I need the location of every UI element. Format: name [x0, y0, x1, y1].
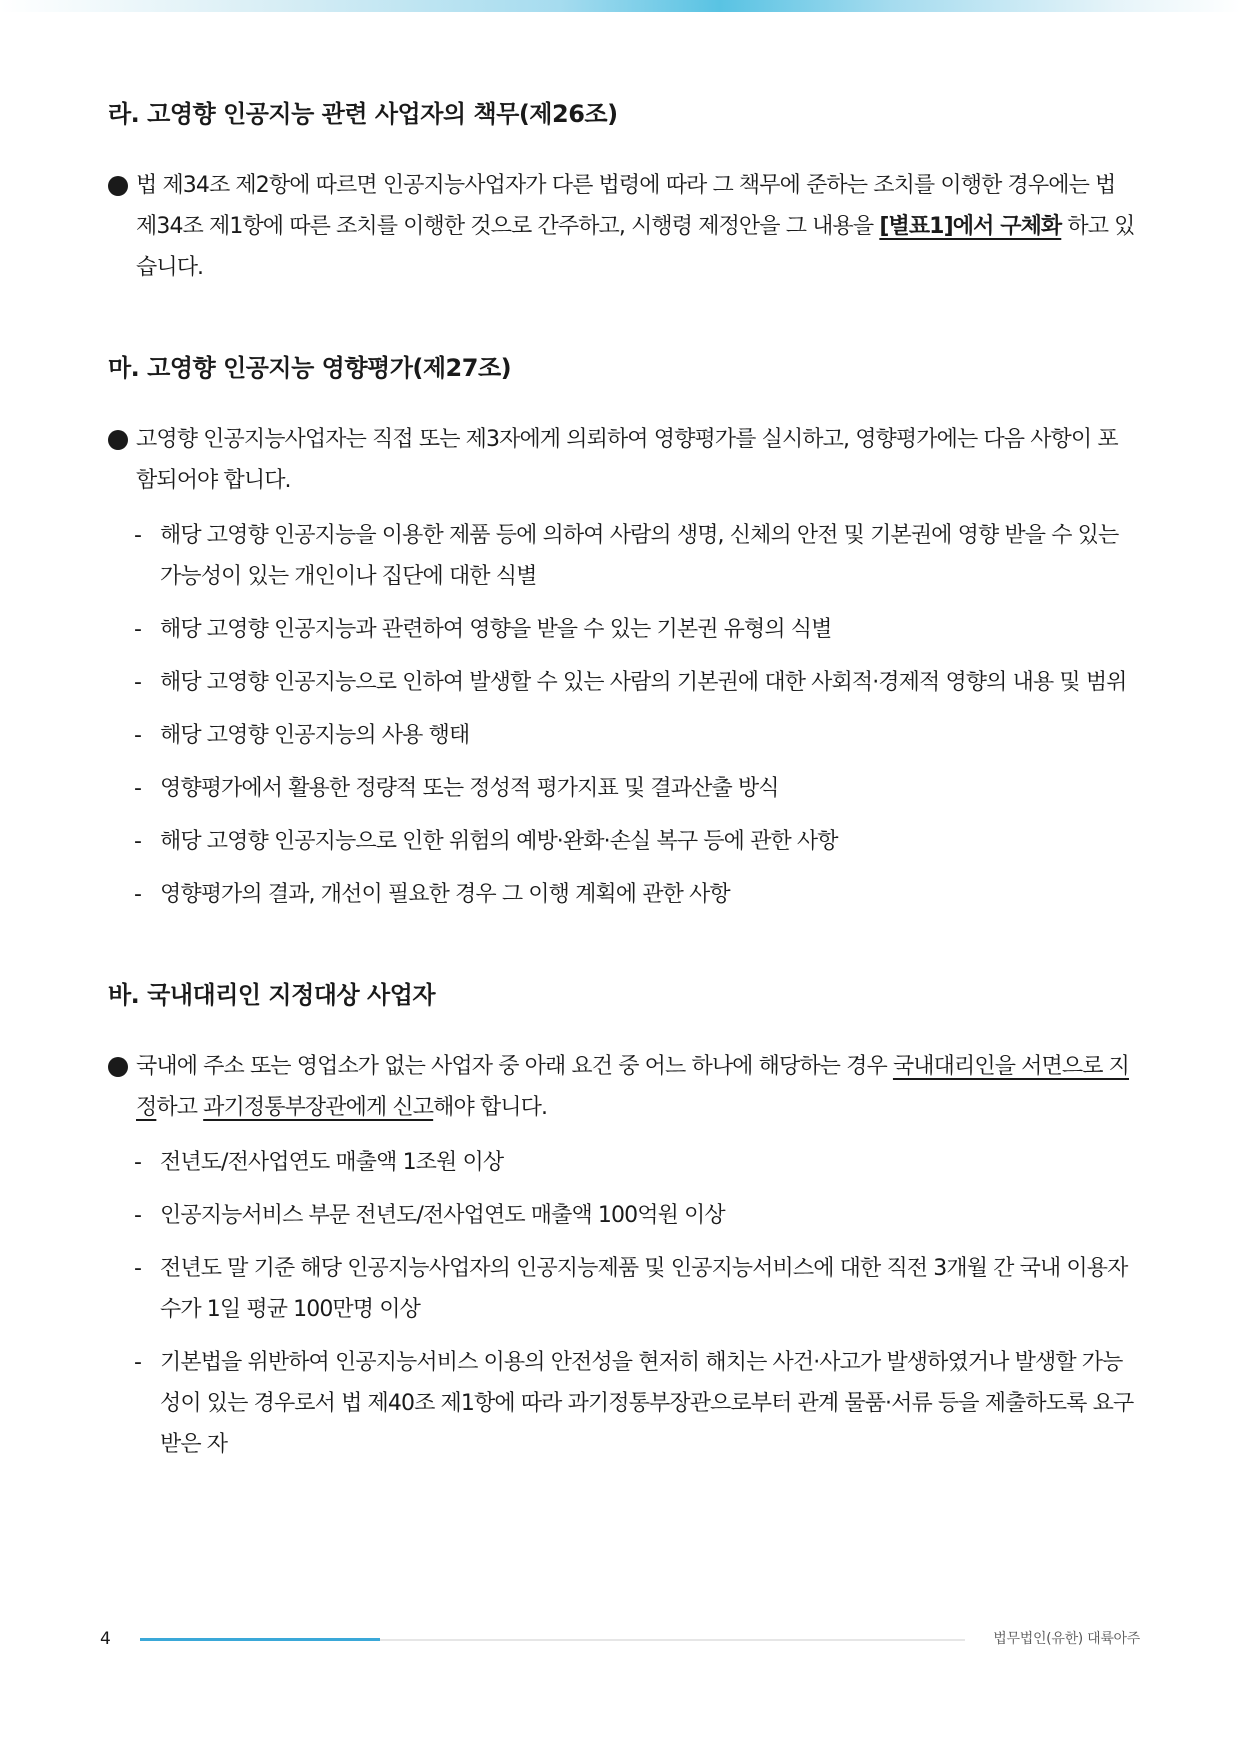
- section-ma: [108, 350, 1138, 915]
- bullet-text: 하고: [156, 1095, 204, 1120]
- bullet-text: 해야 합니다.: [433, 1095, 548, 1120]
- list-item-text: 전년도 말 기준 해당 인공지능사업자의 인공지능제품 및 인공지능서비스에 대한 직전 3개월 간 국내 이용자 수가 1일 평균 100만명 이상: [160, 1256, 1128, 1322]
- dash-icon: -: [134, 1150, 142, 1175]
- list-item: [108, 821, 1138, 862]
- bullet-paragraph: [108, 419, 1138, 501]
- list-item: [108, 874, 1138, 915]
- top-gradient-bar: [0, 0, 1241, 12]
- list-item: [108, 662, 1138, 703]
- list-item-text: 해당 고영향 인공지능과 관련하여 영향을 받을 수 있는 기본권 유형의 식별: [160, 617, 832, 642]
- document-body: [108, 96, 1138, 1527]
- list-item: [108, 1142, 1138, 1183]
- section-ra: [108, 96, 1138, 288]
- emphasis-text: [별표1]에서 구체화: [879, 214, 1062, 239]
- dash-icon: -: [134, 523, 142, 548]
- list-item: [108, 609, 1138, 650]
- section-ba: [108, 977, 1138, 1465]
- list-item: [108, 768, 1138, 809]
- list-item-text: 전년도/전사업연도 매출액 1조원 이상: [160, 1150, 504, 1175]
- bullet-text: 하고 있습니다.: [136, 214, 1135, 280]
- list-item: [108, 1342, 1138, 1465]
- dash-icon: -: [134, 882, 142, 907]
- dash-icon: -: [134, 670, 142, 695]
- firm-name: 법무법인(유한) 대륙아주: [993, 1631, 1140, 1647]
- sub-item-list: [108, 515, 1138, 915]
- page-number: 4: [100, 1629, 111, 1649]
- list-item-text: 해당 고영향 인공지능의 사용 행태: [160, 723, 470, 748]
- list-item-text: 영향평가에서 활용한 정량적 또는 정성적 평가지표 및 결과산출 방식: [160, 776, 779, 801]
- list-item-text: 해당 고영향 인공지능으로 인한 위험의 예방·완화·손실 복구 등에 관한 사항: [160, 829, 838, 854]
- section-heading: 라. 고영향 인공지능 관련 사업자의 책무(제26조): [108, 100, 618, 128]
- dash-icon: -: [134, 1350, 142, 1375]
- section-heading: 마. 고영향 인공지능 영향평가(제27조): [108, 354, 512, 382]
- bullet-dot-icon: [108, 1057, 128, 1077]
- footer-accent-rule: [140, 1638, 380, 1641]
- bullet-dot-icon: [108, 430, 128, 450]
- list-item-text: 인공지능서비스 부문 전년도/전사업연도 매출액 100억원 이상: [160, 1203, 725, 1228]
- dash-icon: -: [134, 723, 142, 748]
- bullet-text: 국내에 주소 또는 영업소가 없는 사업자 중 아래 요건 중 어느 하나에 해당하는 경우: [136, 1054, 893, 1079]
- list-item: [108, 1248, 1138, 1330]
- page-footer: [100, 1624, 1140, 1654]
- list-item-text: 해당 고영향 인공지능으로 인하여 발생할 수 있는 사람의 기본권에 대한 사회적·경제적 영향의 내용 및 범위: [160, 670, 1127, 695]
- underlined-text: 국내대리인을 서면으로 지정: [136, 1054, 1129, 1120]
- dash-icon: -: [134, 776, 142, 801]
- underlined-text: 과기정통부장관에게 신고: [203, 1095, 434, 1120]
- bullet-dot-icon: [108, 176, 128, 196]
- bullet-text: 고영향 인공지능사업자는 직접 또는 제3자에게 의뢰하여 영향평가를 실시하고, 영향평가에는 다음 사항이 포함되어야 합니다.: [136, 427, 1118, 493]
- dash-icon: -: [134, 829, 142, 854]
- list-item: [108, 1195, 1138, 1236]
- list-item: [108, 715, 1138, 756]
- sub-item-list: [108, 1142, 1138, 1465]
- list-item-text: 해당 고영향 인공지능을 이용한 제품 등에 의하여 사람의 생명, 신체의 안전 및 기본권에 영향 받을 수 있는 가능성이 있는 개인이나 집단에 대한 식별: [160, 523, 1119, 589]
- bullet-paragraph: [108, 1046, 1138, 1128]
- dash-icon: -: [134, 1256, 142, 1281]
- list-item: [108, 515, 1138, 597]
- bullet-paragraph: [108, 165, 1138, 288]
- bullet-text: 법 제34조 제2항에 따르면 인공지능사업자가 다른 법령에 따라 그 책무에 준하는 조치를 이행한 경우에는 법 제34조 제1항에 따른 조치를 이행한 것으로 간주하고, 시행령 제정안을 그 내용을: [136, 173, 1116, 239]
- list-item-text: 영향평가의 결과, 개선이 필요한 경우 그 이행 계획에 관한 사항: [160, 882, 730, 907]
- dash-icon: -: [134, 617, 142, 642]
- dash-icon: -: [134, 1203, 142, 1228]
- section-heading: 바. 국내대리인 지정대상 사업자: [108, 981, 436, 1009]
- list-item-text: 기본법을 위반하여 인공지능서비스 이용의 안전성을 현저히 해치는 사건·사고가 발생하였거나 발생할 가능성이 있는 경우로서 법 제40조 제1항에 따라 과기정통부장관으로부터 관계 물품·서류 등을 제출하도록 요구받은 자: [160, 1350, 1134, 1457]
